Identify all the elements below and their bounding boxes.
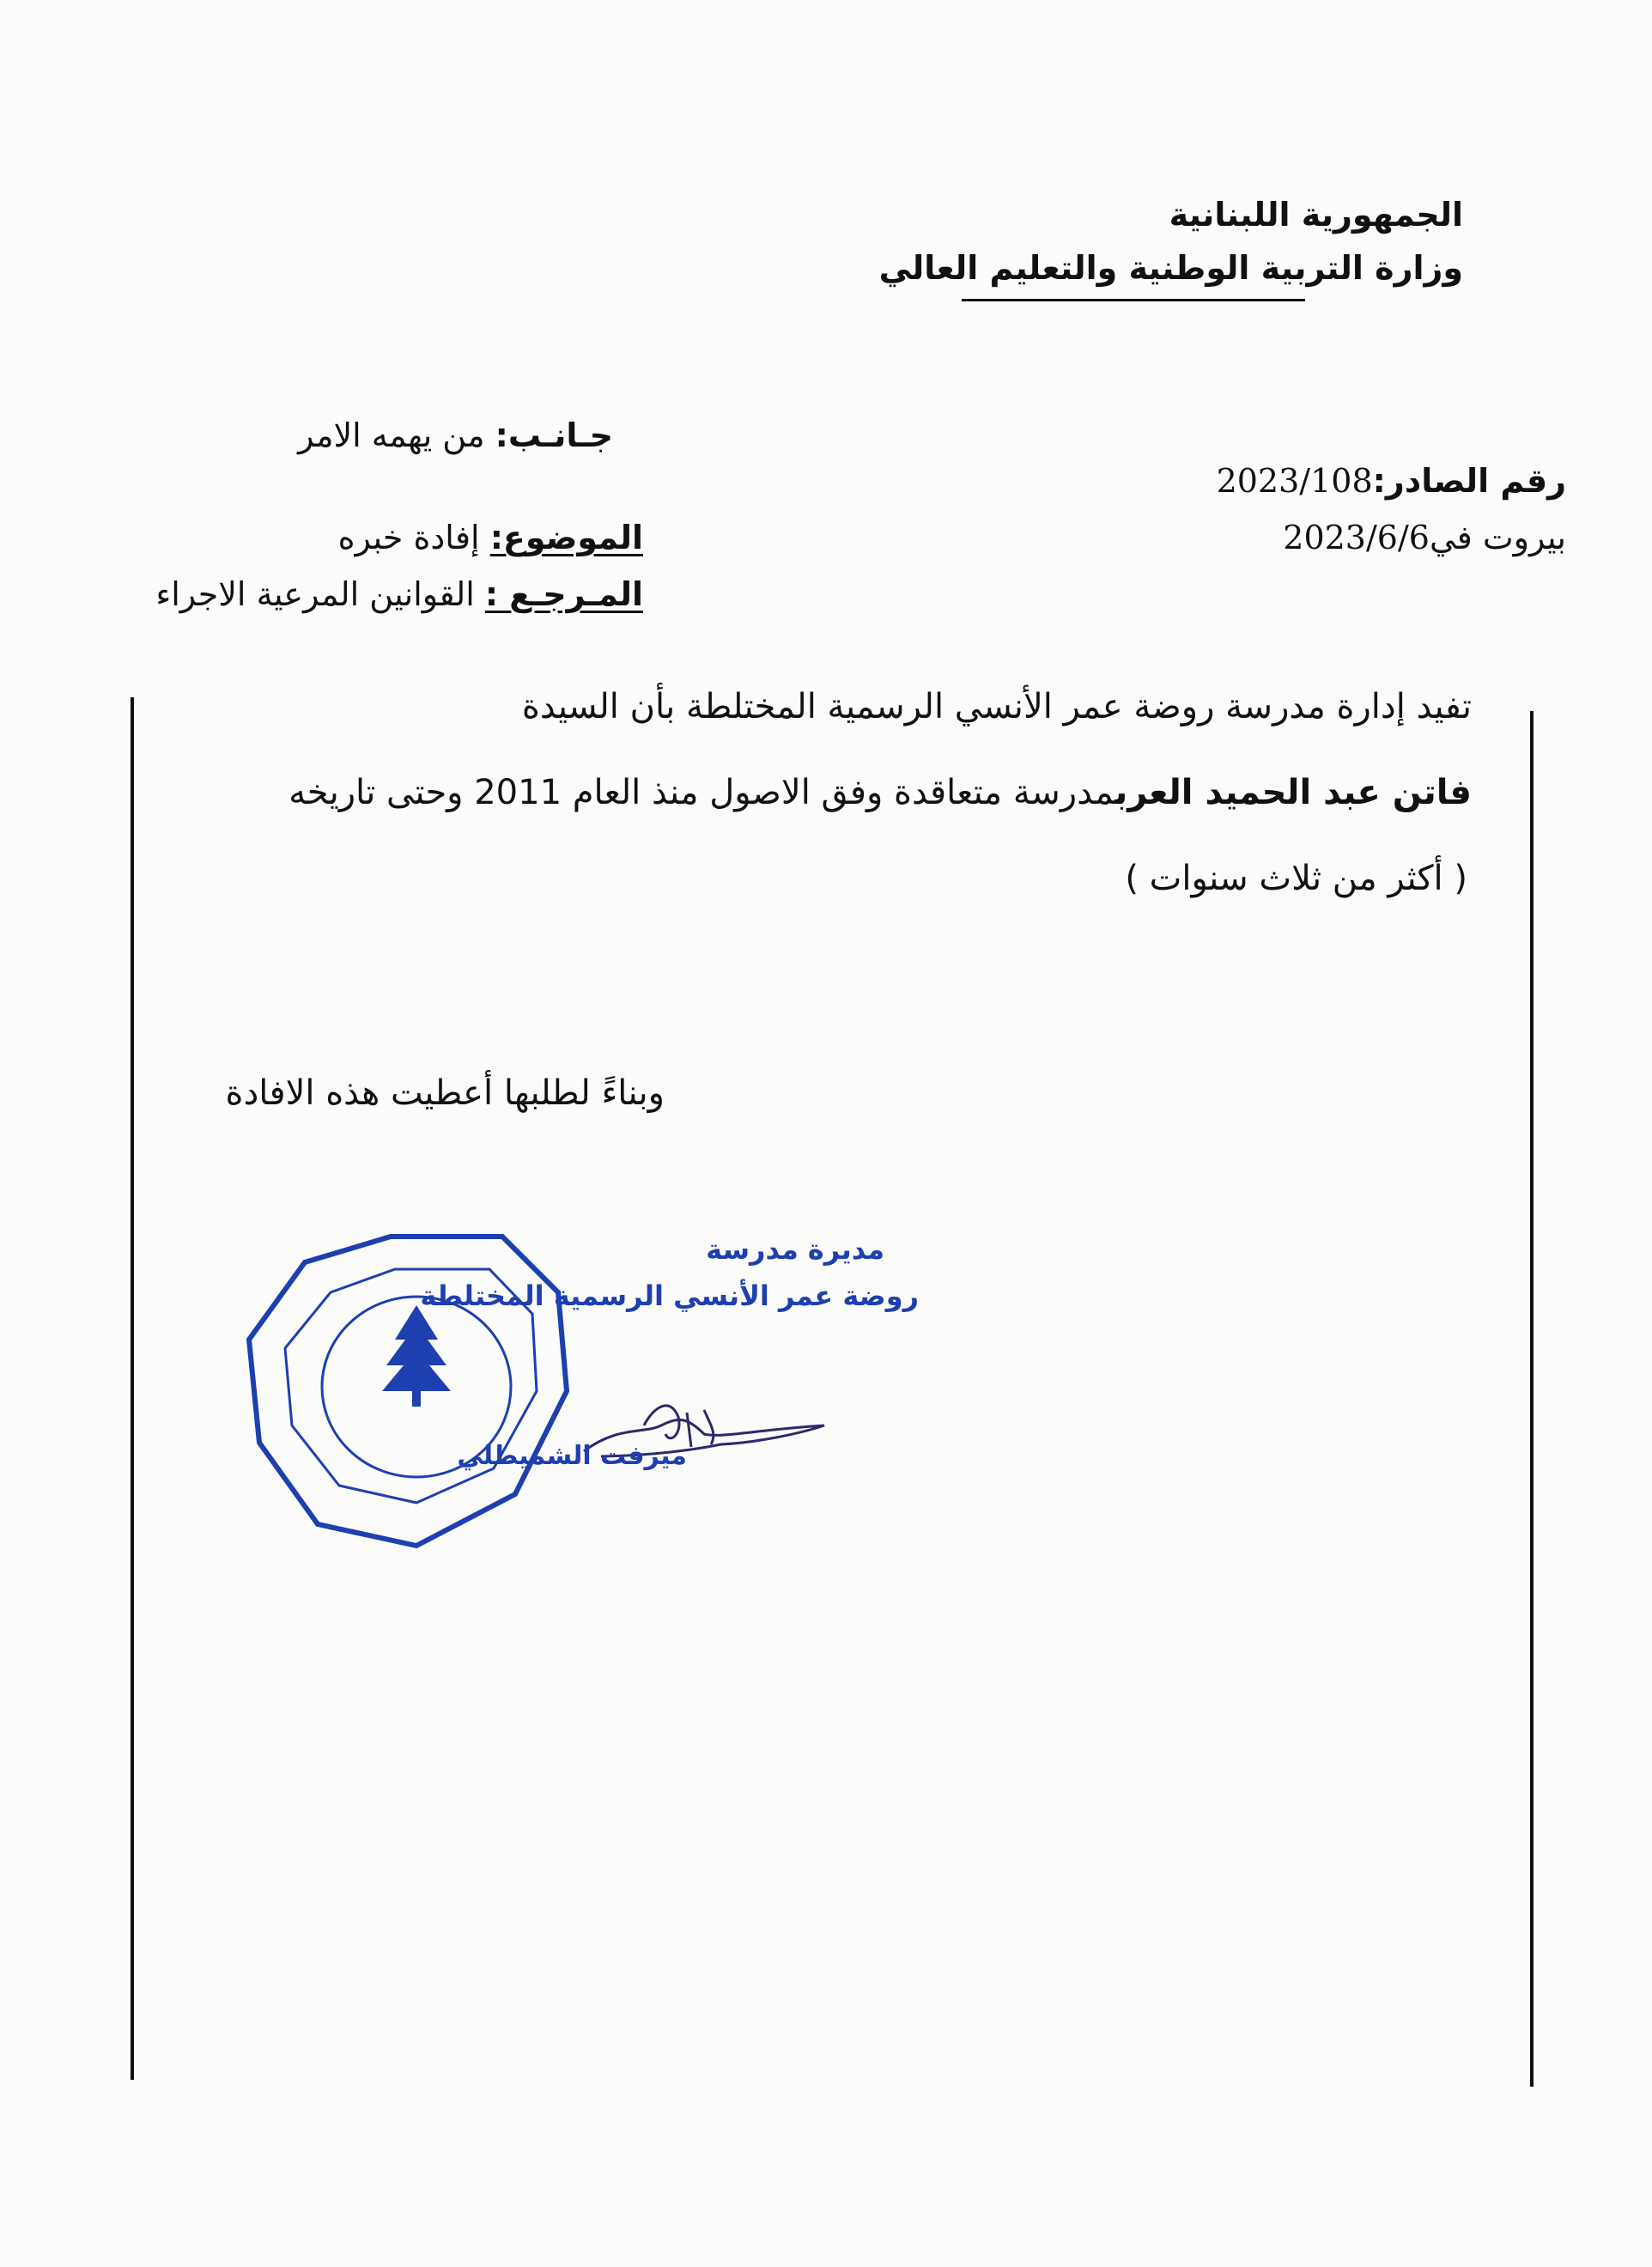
date-label: بيروت في: [1429, 519, 1566, 556]
signatory-name: ميرفت الشميطلي: [457, 1441, 687, 1471]
signature-block: [240, 1219, 944, 1563]
body-line-2-text: مدرسة متعاقدة وفق الاصول منذ العام 2011 وحتى تاريخه: [288, 773, 1115, 812]
cedar-icon: [382, 1305, 451, 1407]
employee-name: فاتن عبد الحميد العرب: [1114, 773, 1472, 812]
body-line-2: [288, 773, 1472, 812]
addressee-label: جـانـب:: [495, 416, 613, 454]
reference-value: القوانين المرعية الاجراء: [155, 575, 475, 613]
addressee-value: من يهمه الامر: [298, 416, 485, 454]
signatory-title-2: روضة عمر الأنسي الرسمية المختلطة: [420, 1279, 919, 1312]
subject-value: إفادة خبره: [337, 519, 480, 556]
subject-label: الموضوع:: [489, 519, 643, 556]
right-margin-line: [1530, 711, 1534, 2087]
addressee-line: [298, 416, 613, 454]
signatory-title-1: مديرة مدرسة: [706, 1233, 884, 1266]
left-margin-line: [131, 697, 134, 2080]
body-line-1: تفيد إدارة مدرسة روضة عمر الأنسي الرسمية المختلطة بأن السيدة: [521, 687, 1472, 726]
reference-number-label: رقم الصادر:: [1372, 462, 1566, 500]
reference-number-line: [1217, 462, 1566, 500]
closing-line: وبناءً لطلبها أعطيت هذه الافادة: [225, 1073, 665, 1113]
date-value: 2023/6/6: [1283, 519, 1430, 556]
reference-label: المـرجـع :: [484, 575, 643, 613]
header-ministry: وزارة التربية الوطنية والتعليم العالي: [878, 249, 1463, 287]
body-line-3: ( أكثر من ثلاث سنوات ): [1125, 859, 1467, 898]
reference-number-value: 2023/108: [1216, 462, 1373, 500]
header-republic: الجمهورية اللبنانية: [1169, 196, 1463, 234]
date-line: [1283, 519, 1566, 556]
reference-line: [155, 575, 643, 613]
official-stamp: [240, 1219, 944, 1563]
subject-line: [338, 519, 643, 556]
header-underline: [962, 299, 1305, 301]
